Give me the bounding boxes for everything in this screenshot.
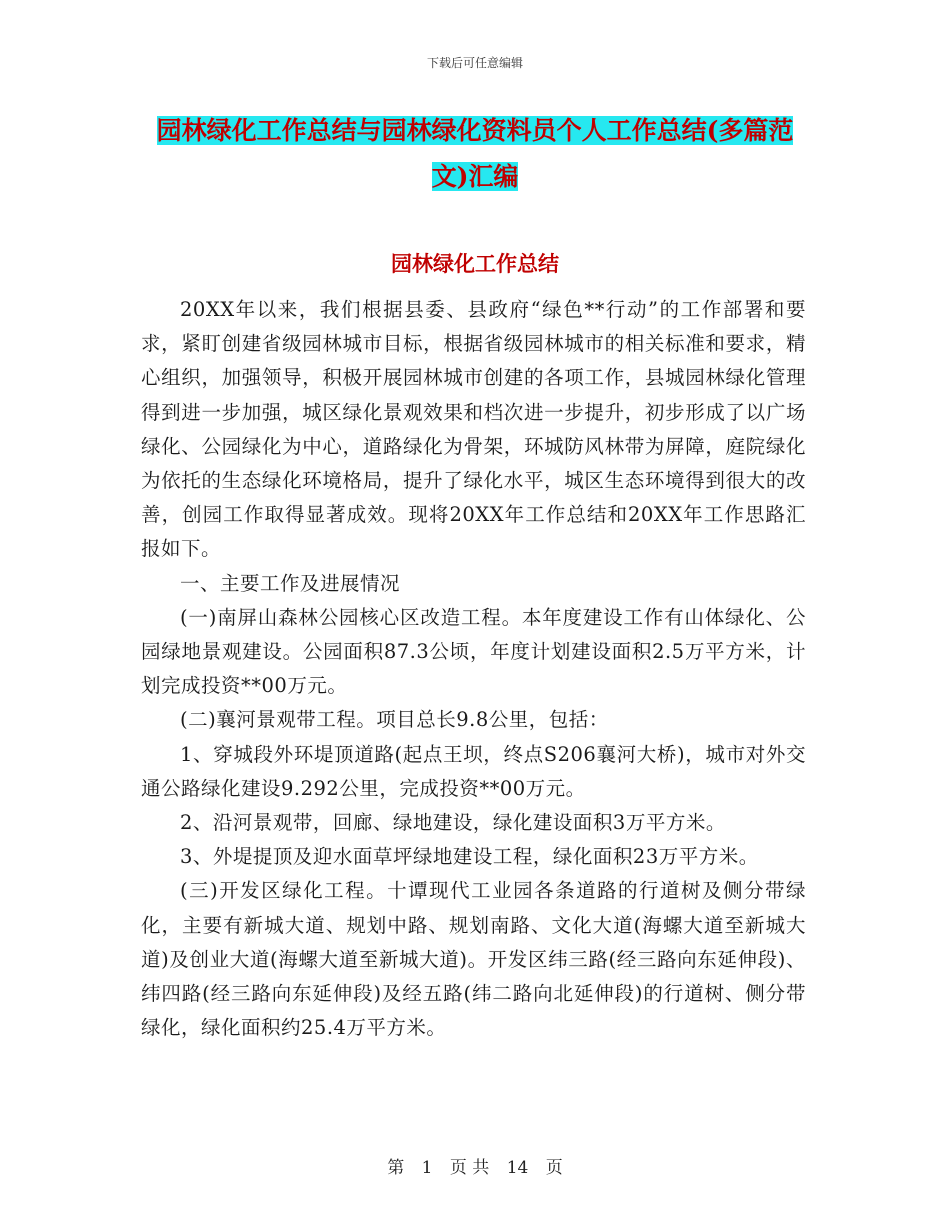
document-title: [140, 108, 810, 200]
paragraph-item-2: 2、沿河景观带，回廊、绿地建设，绿化建设面积3万平方米。: [180, 811, 726, 835]
paragraph-nanpingshan: (一)南屏山森林公园核心区改造工程。本年度建设工作有山体绿化、公园绿地景观建设。公园面积87.3公顷，年度计划建设面积2.5万平方米，计划完成投资**00万元。: [141, 605, 806, 698]
page-footer: [0, 1153, 950, 1178]
paragraph-xianghe: (二)襄河景观带工程。项目总长9.8公里，包括：: [180, 708, 609, 732]
paragraph-item-3: 3、外堤提顶及迎水面草坪绿地建设工程，绿化面积23万平方米。: [180, 845, 759, 869]
page-label-prefix: 第: [387, 1158, 405, 1178]
paragraph-item-1: 1、穿城段外环堤顶道路(起点王坝，终点S206襄河大桥)，城市对外交通公路绿化建设9.292公里，完成投资**00万元。: [141, 742, 806, 800]
page-header-note: 下载后可任意编辑: [426, 56, 523, 70]
document-title-text: 园林绿化工作总结与园林绿化资料员个人工作总结(多篇范文)汇编: [156, 116, 794, 191]
page-current: 1: [421, 1158, 433, 1178]
paragraph-heading-main-work: 一、主要工作及进展情况: [180, 571, 401, 595]
paragraph-intro: 20XX年以来，我们根据县委、县政府“绿色**行动”的工作部署和要求，紧盯创建省级园林城市目标，根据省级园林城市的相关标准和要求，精心组织，加强领导，积极开展园林城市创建的各项工作，县城园林绿化管理得到进一步加强，城区绿化景观效果和档次进一步提升，初步形成了以广场绿化、公园绿化为中心，道路绿化为骨架，环城防风林带为屏障，庭院绿化为依托的生态绿化环境格局，提升了绿化水平，城区生态环境得到很大的改善，创园工作取得显著成效。现将20XX年工作总结和20XX年工作思路汇报如下。: [141, 298, 806, 561]
page-label-suffix: 页: [545, 1158, 563, 1178]
document-body: [141, 293, 806, 1045]
section-title: 园林绿化工作总结: [391, 251, 559, 276]
page-total: 14: [506, 1158, 529, 1178]
page-label-middle: 页 共: [449, 1158, 490, 1178]
paragraph-development-zone: (三)开发区绿化工程。十谭现代工业园各条道路的行道树及侧分带绿化，主要有新城大道、规划中路、规划南路、文化大道(海螺大道至新城大道)及创业大道(海螺大道至新城大道)。开发区纬三路(经三路向东延伸段)、纬四路(经三路向东延伸段)及经五路(纬二路向北延伸段)的行道树、侧分带绿化，绿化面积约25.4万平方米。: [141, 879, 806, 1040]
